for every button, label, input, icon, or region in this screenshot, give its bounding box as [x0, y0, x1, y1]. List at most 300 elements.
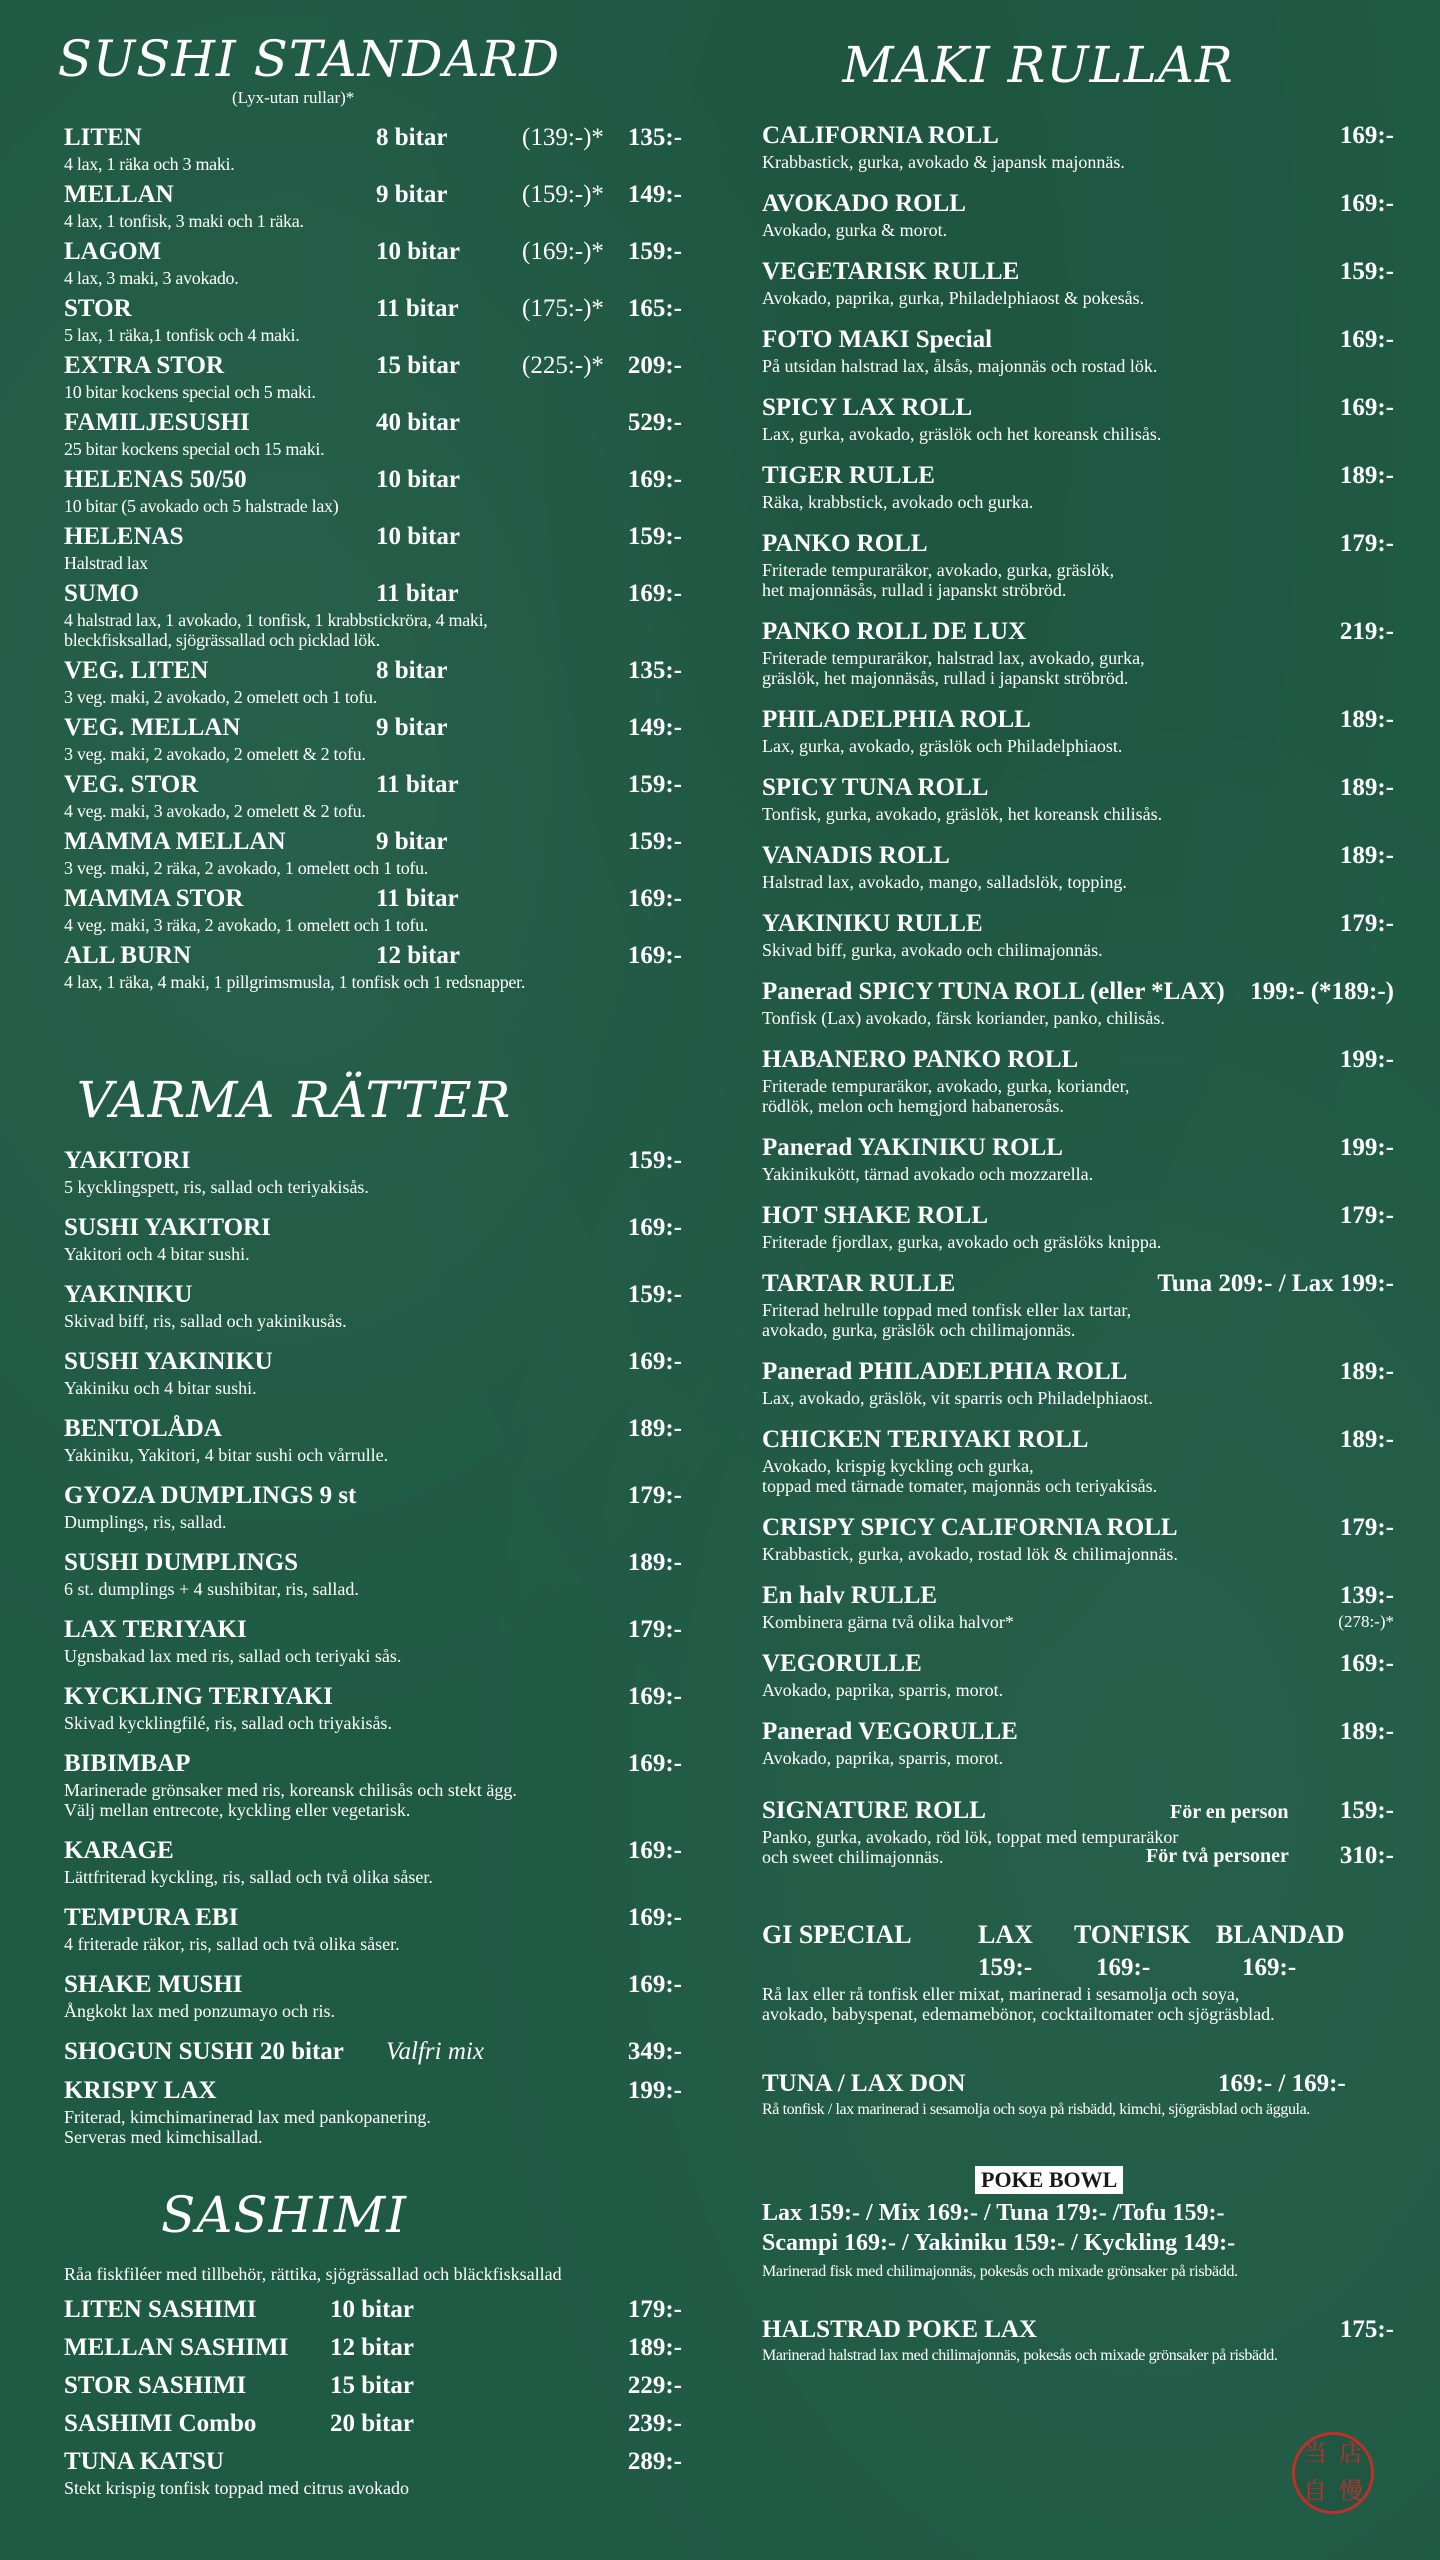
gi-price-lax: 159:-	[978, 1954, 1033, 1981]
menu-item	[64, 771, 682, 821]
item-description: Serveras med kimchisallad.	[64, 2127, 263, 2147]
item-row	[762, 910, 1394, 940]
item-row	[762, 618, 1394, 648]
item-name: BIBIMBAP	[64, 1750, 191, 1777]
item-description: Lax, gurka, avokado, gräslök och het koreansk chilisås.	[762, 424, 1162, 444]
item-price: 199:- (*189:-)	[1250, 978, 1394, 1005]
menu-item	[64, 1616, 682, 1666]
item-name: HELENAS	[64, 523, 184, 550]
item-description: 4 veg. maki, 3 räka, 2 avokado, 1 omelett och 1 tofu.	[64, 915, 428, 935]
item-row	[762, 190, 1394, 220]
item-row	[64, 885, 682, 915]
menu-item	[762, 842, 1394, 892]
item-price: 169:-	[1339, 1650, 1394, 1677]
item-name: TIGER RULLE	[762, 462, 935, 489]
item-name: GI SPECIAL	[762, 1920, 912, 1949]
item-description: Skivad kycklingfilé, ris, sallad och triyakisås.	[64, 1713, 392, 1733]
item-row	[64, 771, 682, 801]
item-price: 159:-	[627, 523, 682, 550]
item-name: SUSHI DUMPLINGS	[64, 1549, 299, 1576]
sashimi-section	[64, 2186, 682, 2498]
item-name: CRISPY SPICY CALIFORNIA ROLL	[762, 1514, 1178, 1541]
poke-bowl-badge: POKE BOWL	[975, 2166, 1123, 2194]
menu-item	[64, 942, 682, 992]
item-row	[762, 530, 1394, 560]
menu-item	[64, 1750, 682, 1820]
item-row	[762, 1582, 1394, 1612]
item-description: 4 lax, 3 maki, 3 avokado.	[64, 268, 239, 288]
item-description: Panko, gurka, avokado, röd lök, toppat med tempuraräkor	[762, 1827, 1179, 1847]
item-name: SASHIMI Combo	[64, 2410, 257, 2437]
gi-col-blandad: BLANDAD	[1216, 1920, 1345, 1949]
item-description: På utsidan halstrad lax, ålsås, majonnäs och rostad lök.	[762, 356, 1158, 376]
poke-bowl-prices: Lax 159:- / Mix 169:- / Tuna 179:- /Tofu 159:-	[762, 2200, 1225, 2226]
item-count: 11 bitar	[376, 580, 459, 607]
item-row	[64, 124, 682, 154]
menu-item	[64, 1971, 682, 2021]
item-description: Krabbastick, gurka, avokado & japansk majonnäs.	[762, 152, 1125, 172]
item-description: Halstrad lax, avokado, mango, salladslök, topping.	[762, 872, 1127, 892]
item-name: MAMMA MELLAN	[64, 828, 286, 855]
item-name: LAX TERIYAKI	[64, 1616, 247, 1643]
item-description: toppad med tärnade tomater, majonnäs och teriyakisås.	[762, 1476, 1158, 1496]
item-count: 12 bitar	[330, 2334, 415, 2361]
item-name: AVOKADO ROLL	[762, 190, 966, 217]
item-description: Yakitori och 4 bitar sushi.	[64, 1244, 250, 1264]
item-price: 529:-	[627, 409, 682, 436]
item-description: avokado, babyspenat, edemamebönor, cocktailtomater och sjögräsblad.	[762, 2004, 1275, 2024]
item-row	[64, 181, 682, 211]
menu-item	[64, 1482, 682, 1532]
item-row	[64, 1616, 682, 1646]
item-row	[762, 1134, 1394, 1164]
item-row	[64, 523, 682, 553]
item-description: Avokado, gurka & morot.	[762, 220, 948, 240]
item-row	[64, 1904, 682, 1934]
item-price: 189:-	[627, 1549, 682, 1576]
item-count: 11 bitar	[376, 295, 459, 322]
item-description: Skivad biff, gurka, avokado och chilimajonnäs.	[762, 940, 1103, 960]
menu-item	[64, 124, 682, 174]
item-name: Panerad PHILADELPHIA ROLL	[762, 1358, 1128, 1385]
item-description: 3 veg. maki, 2 avokado, 2 omelett & 2 tofu.	[64, 744, 366, 764]
item-description: Krabbastick, gurka, avokado, rostad lök & chilimajonnäs.	[762, 1544, 1178, 1564]
menu-item	[762, 1426, 1394, 1496]
item-description: Friterad helrulle toppad med tonfisk eller lax tartar,	[762, 1300, 1132, 1320]
menu-item	[762, 1358, 1394, 1408]
menu-item	[64, 181, 682, 231]
item-description: 25 bitar kockens special och 15 maki.	[64, 439, 325, 459]
item-price: 159:-	[627, 828, 682, 855]
item-price: 169:-	[627, 1971, 682, 1998]
item-row	[762, 706, 1394, 736]
item-extra: Valfri mix	[386, 2038, 484, 2065]
item-name: YAKINIKU RULLE	[762, 910, 983, 937]
item-description: 3 veg. maki, 2 avokado, 2 omelett och 1 tofu.	[64, 687, 377, 707]
item-price: 179:-	[1339, 1202, 1394, 1229]
menu-item	[64, 1214, 682, 1264]
item-description: Marinerad halstrad lax med chilimajonnäs, pokesås och mixade grönsaker på risbädd.	[762, 2347, 1278, 2364]
item-name: KRISPY LAX	[64, 2077, 217, 2104]
item-description: Rå tonfisk / lax marinerad i sesamolja och soya på risbädd, kimchi, sjögräsblad och äggula.	[762, 2101, 1310, 2118]
item-row	[762, 1270, 1394, 1300]
gi-price-blandad: 169:-	[1242, 1954, 1297, 1981]
item-description: Rå lax eller rå tonfisk eller mixat, marinerad i sesamolja och soya,	[762, 1984, 1240, 2004]
varma-ratter-section	[64, 1071, 682, 2147]
item-price: 169:- / 169:-	[1218, 2070, 1346, 2097]
menu-item	[762, 910, 1394, 960]
item-description: 6 st. dumplings + 4 sushibitar, ris, sallad.	[64, 1579, 359, 1599]
item-row	[762, 462, 1394, 492]
item-count: 20 bitar	[330, 2410, 415, 2437]
item-row	[64, 352, 682, 382]
item-count: 9 bitar	[376, 181, 448, 208]
item-name: SUSHI YAKINIKU	[64, 1348, 273, 1375]
item-price: 169:-	[627, 1683, 682, 1710]
menu-item	[64, 714, 682, 764]
item-name: SUMO	[64, 580, 139, 607]
item-name: SIGNATURE ROLL	[762, 1797, 986, 1824]
item-description: Tonfisk (Lax) avokado, färsk koriander, panko, chilisås.	[762, 1008, 1165, 1028]
item-name: BENTOLÅDA	[64, 1415, 222, 1442]
section-title: SASHIMI	[161, 2186, 407, 2244]
menu-item	[762, 774, 1394, 824]
item-name: HOT SHAKE ROLL	[762, 1202, 988, 1229]
item-description: het majonnäsås, rullad i japanskt ströbröd.	[762, 580, 1067, 600]
item-price: 209:-	[627, 352, 682, 379]
menu-item	[64, 523, 682, 573]
menu-item	[762, 1650, 1394, 1700]
menu-item	[64, 1837, 682, 1887]
gi-price-tonfisk: 169:-	[1096, 1954, 1151, 1981]
item-description: Avokado, paprika, sparris, morot.	[762, 1748, 1004, 1768]
item-count: 10 bitar	[376, 466, 461, 493]
item-name: SPICY TUNA ROLL	[762, 774, 989, 801]
item-name: KARAGE	[64, 1837, 174, 1864]
item-price: 219:-	[1339, 618, 1394, 645]
item-count: 15 bitar	[376, 352, 461, 379]
item-price: 169:-	[627, 580, 682, 607]
item-description: Stekt krispig tonfisk toppad med citrus avokado	[64, 2478, 409, 2498]
menu-item	[762, 1514, 1394, 1564]
restaurant-seal-stamp	[1292, 2432, 1374, 2514]
item-name: VEGORULLE	[762, 1650, 922, 1677]
item-price: 199:-	[1339, 1046, 1394, 1073]
item-price: 169:-	[1339, 326, 1394, 353]
item-description: 10 bitar (5 avokado och 5 halstrade lax)	[64, 496, 339, 516]
item-row	[64, 1214, 682, 1244]
item-row	[762, 1514, 1394, 1544]
item-description: Tonfisk, gurka, avokado, gräslök, het koreansk chilisås.	[762, 804, 1163, 824]
item-description: Räka, krabbstick, avokado och gurka.	[762, 492, 1034, 512]
menu-item	[64, 2410, 682, 2440]
item-description: Dumplings, ris, sallad.	[64, 1512, 227, 1532]
menu-item	[762, 1046, 1394, 1116]
menu-item	[64, 466, 682, 516]
item-name: EXTRA STOR	[64, 352, 225, 379]
item-description: Lax, avokado, gräslök, vit sparris och Philadelphiaost.	[762, 1388, 1153, 1408]
item-name: HABANERO PANKO ROLL	[762, 1046, 1079, 1073]
menu-item	[762, 122, 1394, 172]
menu-item	[64, 1415, 682, 1465]
item-price: 175:-	[1339, 2316, 1394, 2343]
item-price: 149:-	[627, 714, 682, 741]
item-note: (278:-)*	[1338, 1612, 1394, 1631]
item-price: 169:-	[627, 1750, 682, 1777]
item-name: En halv RULLE	[762, 1582, 938, 1609]
item-price: 179:-	[1339, 1514, 1394, 1541]
item-price: 169:-	[627, 885, 682, 912]
item-price: 159:-	[1339, 258, 1394, 285]
section-title: MAKI RULLAR	[842, 36, 1234, 94]
menu-item	[762, 394, 1394, 444]
item-description: Marinerad fisk med chilimajonnäs, pokesås och mixade grönsaker på risbädd.	[762, 2263, 1238, 2280]
item-name: HELENAS 50/50	[64, 466, 247, 493]
item-row	[64, 2372, 682, 2402]
item-description: Välj mellan entrecote, kyckling eller vegetarisk.	[64, 1800, 411, 1820]
item-description: Ångkokt lax med ponzumayo och ris.	[64, 2001, 335, 2021]
signature-roll	[762, 1797, 1394, 1871]
item-price: Tuna 209:- / Lax 199:-	[1157, 1270, 1394, 1297]
signature-label-two: För två personer	[1146, 1845, 1289, 1867]
item-row	[64, 1415, 682, 1445]
item-description: 4 lax, 1 räka och 3 maki.	[64, 154, 235, 174]
item-row	[762, 978, 1394, 1008]
item-description: 4 lax, 1 räka, 4 maki, 1 pillgrimsmusla, 1 tonfisk och 1 redsnapper.	[64, 972, 526, 992]
seal-char: 当	[1303, 2441, 1327, 2467]
item-row	[64, 2448, 682, 2478]
item-row	[64, 2077, 682, 2107]
item-description: 3 veg. maki, 2 räka, 2 avokado, 1 omelett och 1 tofu.	[64, 858, 428, 878]
item-description: 4 lax, 1 tonfisk, 3 maki och 1 räka.	[64, 211, 304, 231]
item-price: 159:-	[627, 771, 682, 798]
item-row	[64, 1348, 682, 1378]
item-description: 4 friterade räkor, ris, sallad och två olika såser.	[64, 1934, 400, 1954]
seal-char: 店	[1339, 2441, 1363, 2467]
menu-item	[64, 1348, 682, 1398]
item-name: STOR	[64, 295, 132, 322]
item-row	[762, 774, 1394, 804]
gi-col-tonfisk: TONFISK	[1074, 1920, 1191, 1949]
menu-item	[762, 462, 1394, 512]
menu-item	[762, 326, 1394, 376]
item-description: gräslök, het majonnäsås, rullad i japanskt ströbröd.	[762, 668, 1129, 688]
item-count: 40 bitar	[376, 409, 461, 436]
menu-item	[762, 1718, 1394, 1768]
item-description: bleckfisksallad, sjögrässallad och picklad lök.	[64, 630, 380, 650]
item-row	[762, 1650, 1394, 1680]
item-price: 179:-	[627, 1482, 682, 1509]
item-row	[762, 122, 1394, 152]
item-row	[64, 1837, 682, 1867]
menu-item	[762, 618, 1394, 688]
item-row	[64, 1683, 682, 1713]
item-row	[762, 1358, 1394, 1388]
menu-item	[64, 1281, 682, 1331]
item-name: SUSHI YAKITORI	[64, 1214, 271, 1241]
item-price: 179:-	[1339, 910, 1394, 937]
item-price: 199:-	[1339, 1134, 1394, 1161]
item-row	[762, 394, 1394, 424]
item-description: 5 lax, 1 räka,1 tonfisk och 4 maki.	[64, 325, 300, 345]
item-description: Avokado, paprika, gurka, Philadelphiaost & pokesås.	[762, 288, 1145, 308]
item-name: Panerad SPICY TUNA ROLL (eller *LAX)	[762, 978, 1225, 1005]
item-price: 179:-	[627, 2296, 682, 2323]
gi-special	[762, 1920, 1394, 2024]
seal-char: 自	[1303, 2479, 1327, 2505]
item-name: HALSTRAD POKE LAX	[762, 2316, 1038, 2343]
item-price: 289:-	[627, 2448, 682, 2475]
item-row	[64, 295, 682, 325]
item-price: 169:-	[627, 1837, 682, 1864]
item-name: TARTAR RULLE	[762, 1270, 956, 1297]
item-description: Ugnsbakad lax med ris, sallad och teriyaki sås.	[64, 1646, 402, 1666]
item-name: SHOGUN SUSHI 20 bitar	[64, 2038, 344, 2065]
menu-item	[64, 409, 682, 459]
menu-item	[762, 706, 1394, 756]
item-count: 8 bitar	[376, 124, 448, 151]
item-row	[64, 1750, 682, 1780]
item-count: 11 bitar	[376, 885, 459, 912]
item-row	[64, 714, 682, 744]
item-price: 165:-	[627, 295, 682, 322]
menu-item	[762, 1202, 1394, 1252]
menu-item	[64, 828, 682, 878]
item-count: 9 bitar	[376, 828, 448, 855]
section-note: (Lyx-utan rullar)*	[232, 88, 355, 107]
item-name: PHILADELPHIA ROLL	[762, 706, 1031, 733]
item-old-price: (159:-)*	[522, 181, 604, 208]
menu-item	[64, 2077, 682, 2147]
item-price: 159:-	[627, 1281, 682, 1308]
item-old-price: (175:-)*	[522, 295, 604, 322]
item-row	[64, 657, 682, 687]
item-description: Yakiniku och 4 bitar sushi.	[64, 1378, 257, 1398]
item-price: 189:-	[1339, 842, 1394, 869]
item-count: 8 bitar	[376, 657, 448, 684]
signature-label-one: För en person	[1170, 1801, 1289, 1823]
menu-item	[64, 2372, 682, 2402]
item-price: 349:-	[627, 2038, 682, 2065]
item-name: Panerad VEGORULLE	[762, 1718, 1018, 1745]
menu-item	[762, 190, 1394, 240]
item-description: rödlök, melon och hemgjord habanerosås.	[762, 1096, 1064, 1116]
item-row	[64, 1147, 682, 1177]
item-price: 189:-	[1339, 774, 1394, 801]
section-title: VARMA RÄTTER	[76, 1071, 512, 1129]
item-row	[64, 466, 682, 496]
item-row	[762, 258, 1394, 288]
item-price: 239:-	[627, 2410, 682, 2437]
item-row	[64, 1971, 682, 2001]
item-description: Avokado, paprika, sparris, morot.	[762, 1680, 1004, 1700]
item-name: PANKO ROLL DE LUX	[762, 618, 1027, 645]
item-row	[64, 2296, 682, 2326]
item-description: Avokado, krispig kyckling och gurka,	[762, 1456, 1034, 1476]
menu-item	[64, 885, 682, 935]
item-price: 229:-	[627, 2372, 682, 2399]
item-name: TUNA KATSU	[64, 2448, 224, 2475]
item-description: Lax, gurka, avokado, gräslök och Philadelphiaost.	[762, 736, 1123, 756]
item-old-price: (169:-)*	[522, 238, 604, 265]
poke-bowl	[762, 2166, 1394, 2282]
item-description: Lättfriterad kyckling, ris, sallad och två olika såser.	[64, 1867, 433, 1887]
item-name: VEGETARISK RULLE	[762, 258, 1020, 285]
menu-item	[762, 978, 1394, 1028]
item-price: 149:-	[627, 181, 682, 208]
item-description: Marinerade grönsaker med ris, koreansk chilisås och stekt ägg.	[64, 1780, 517, 1800]
seal-char: 慢	[1339, 2479, 1363, 2505]
item-price: 189:-	[627, 1415, 682, 1442]
item-description: Skivad biff, ris, sallad och yakinikusås.	[64, 1311, 347, 1331]
item-name: VEG. STOR	[64, 771, 199, 798]
item-name: LITEN	[64, 124, 142, 151]
item-row	[64, 942, 682, 972]
item-row	[64, 828, 682, 858]
item-description: 5 kycklingspett, ris, sallad och teriyakisås.	[64, 1177, 369, 1197]
menu-item	[64, 2334, 682, 2364]
item-description: Kombinera gärna två olika halvor*	[762, 1612, 1014, 1632]
item-price: 310:-	[1339, 1842, 1394, 1869]
item-name: ALL BURN	[64, 942, 192, 969]
item-name: GYOZA DUMPLINGS 9 st	[64, 1482, 357, 1509]
item-row	[762, 1046, 1394, 1076]
item-name: LAGOM	[64, 238, 162, 265]
section-title: SUSHI STANDARD	[57, 30, 561, 88]
item-description: och sweet chilimajonnäs.	[762, 1847, 944, 1867]
item-count: 12 bitar	[376, 942, 461, 969]
menu-item	[64, 1147, 682, 1197]
item-name: SHAKE MUSHI	[64, 1971, 243, 1998]
gi-col-lax: LAX	[978, 1920, 1033, 1949]
item-count: 11 bitar	[376, 771, 459, 798]
item-name: CALIFORNIA ROLL	[762, 122, 999, 149]
item-name: FOTO MAKI Special	[762, 326, 993, 353]
item-name: PANKO ROLL	[762, 530, 928, 557]
item-description: Friterade fjordlax, gurka, avokado och gräslöks knippa.	[762, 1232, 1162, 1252]
item-row	[762, 1718, 1394, 1748]
item-count: 15 bitar	[330, 2372, 415, 2399]
menu-item	[64, 295, 682, 345]
item-description: Yakinikukött, tärnad avokado och mozzarella.	[762, 1164, 1094, 1184]
item-price: 169:-	[627, 1348, 682, 1375]
item-row	[64, 409, 682, 439]
item-price: 189:-	[1339, 1358, 1394, 1385]
item-description: 4 veg. maki, 3 avokado, 2 omelett & 2 tofu.	[64, 801, 366, 821]
item-name: VEG. MELLAN	[64, 714, 241, 741]
item-row	[762, 842, 1394, 872]
item-name: YAKITORI	[64, 1147, 191, 1174]
menu-item	[64, 2296, 682, 2326]
item-price: 169:-	[627, 1214, 682, 1241]
poke-bowl-prices: Scampi 169:- / Yakiniku 159:- / Kyckling 149:-	[762, 2230, 1236, 2256]
item-name: VEG. LITEN	[64, 657, 209, 684]
item-price: 179:-	[627, 1616, 682, 1643]
item-price: 169:-	[627, 1904, 682, 1931]
item-name: STOR SASHIMI	[64, 2372, 247, 2399]
menu-item	[64, 1683, 682, 1733]
item-description: avokado, gurka, gräslök och chilimajonnäs.	[762, 1320, 1076, 1340]
menu-item	[762, 1134, 1394, 1184]
item-row	[64, 580, 682, 610]
item-name: LITEN SASHIMI	[64, 2296, 257, 2323]
item-description: Friterade tempuraräkor, avokado, gurka, koriander,	[762, 1076, 1130, 1096]
menu-item	[762, 1270, 1394, 1340]
item-price: 169:-	[627, 466, 682, 493]
maki-rullar-section	[762, 36, 1394, 1768]
item-row	[762, 1426, 1394, 1456]
item-name: VANADIS ROLL	[762, 842, 950, 869]
